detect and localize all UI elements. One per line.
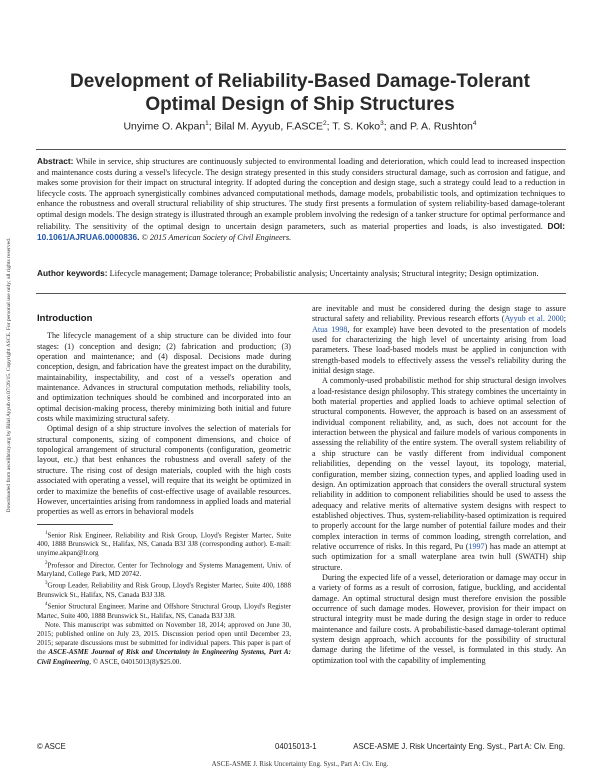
footnote-rule xyxy=(37,524,113,525)
author-affiliation-mark: 3 xyxy=(380,120,384,127)
keywords-block xyxy=(37,268,565,280)
keywords-text: Lifecycle management; Damage tolerance; Probabilistic analysis; Uncertainty analysis; Structural integrity; Design optimization. xyxy=(109,269,539,278)
footnote-text: Group Leader, Reliability and Risk Group, Lloyd's Register Martec, Suite 400, 1888 Brunswick St., Halifax, NS, Canada B3J 3J8. xyxy=(37,581,291,599)
right-paragraph-2-tail: ) has made an attempt at such optimization for a small waterplane area twin hull (SWATH) ship structure. xyxy=(312,541,566,572)
abstract-bottom-rule xyxy=(36,293,566,294)
author-name: Unyime O. Akpan xyxy=(123,120,206,133)
paper-title xyxy=(40,70,560,116)
footnote-mark: 1 xyxy=(45,530,48,536)
footnote-text: Senior Structural Engineer, Marine and Offshore Structural Group, Lloyd's Register Martec, Suite 400, 1888 Brunswick St., Halifax, NS, Canada B3J 3J8. xyxy=(37,602,291,620)
footnote-1 xyxy=(37,529,291,559)
author-separator: ; xyxy=(208,120,215,133)
submission-note-tail: , © ASCE, 04015013(8)/$25.00. xyxy=(89,657,182,666)
doi-label: DOI: xyxy=(547,220,565,231)
intro-paragraph-2: Optimal design of a ship structure involves the selection of materials for structural components, sizing of component dimensions, and choice of topological arrangement of structural components (configuration, geometric layout, etc.) that best enhances the robustness and overall safety of the structure. The rising cost of design materials, coupled with the high costs associated with operating a vessel, will require that its weight be optimized in order to maximize the benefits of cost-effective usage of available resources. However, uncertainties arising from randomness in applied loads and material properties as well as errors in behavioral models xyxy=(37,424,291,517)
paper-title-line-2: Optimal Design of Ship Structures xyxy=(145,94,455,115)
citation-link[interactable]: Atua 1998 xyxy=(312,324,348,334)
footnote-3 xyxy=(37,579,291,600)
abstract-top-rule xyxy=(36,149,566,150)
citation-link[interactable]: Ayyub et al. 2000 xyxy=(504,314,564,324)
footer-journal: ASCE-ASME J. Risk Uncertainty Eng. Syst., Part A: Civ. Eng. xyxy=(353,742,565,751)
footer-page-number: 04015013-1 xyxy=(275,742,317,751)
footnote-mark: 2 xyxy=(45,560,48,566)
footnote-mark: 3 xyxy=(45,581,48,587)
author-affiliation-mark: 1 xyxy=(205,120,209,127)
paper-title-line-1: Development of Reliability-Based Damage-Tolerant xyxy=(70,71,530,92)
citation-separator: ; xyxy=(563,314,566,324)
left-column xyxy=(37,314,291,667)
submission-note-text: Note. This manuscript was submitted on November 18, 2014; approved on June 30, 2015; published online on July 23, 2015. Discussion period open until December 23, 2015; separate discussions must be submitted for individual papers. This paper is part of the xyxy=(37,620,291,657)
abstract-label: Abstract: xyxy=(37,156,74,166)
right-column xyxy=(312,304,566,666)
author-name: Bilal M. Ayyub, F.ASCE xyxy=(214,120,323,133)
right-paragraph-2-text: A commonly-used probabilistic method for ship structural design involves a load-resistance design philosophy. This strategy combines the uncertainty in both material properties and applied loads to achieve optimal selection of structural components. However, the approach is based on an assessment of individual component reliability, and, as such, does not account for the interaction between the physical and failure models of various components in assessing the reliability of the entire system. The overall system reliability of a ship structure can be vastly different from individual component reliabilities, depending on the vessel layout, its topology, material, configuration, member sizing, connection types, and applied loading used in design. An optimization approach that considers the overall structural system reliability in addition to component reliabilities should be used to assess the adequacy and relative merits of alternative system designs with respect to established objectives. Thus, system-reliability-based optimization is required to properly account for the large number of potential failure modes and their complex interaction in terms of common loading, strength correlation, and relative occurrence of risks. In this regard, Pu ( xyxy=(312,376,566,551)
bottom-journal-line: ASCE-ASME J. Risk Uncertainty Eng. Syst., Part A: Civ. Eng. xyxy=(211,760,389,768)
journal-name: ASCE-ASME Journal of Risk and Uncertainty in Engineering Systems, Part A: Civil Engineering xyxy=(37,648,291,666)
copyright-notice: © 2015 American Society of Civil Engineers. xyxy=(141,233,292,243)
footnote-text: Professor and Director, Center for Technology and Systems Management, Univ. of Maryland, College Park, MD 20742. xyxy=(37,560,291,579)
page-footer xyxy=(37,742,565,754)
author-separator: ; xyxy=(326,120,333,133)
section-heading-introduction: Introduction xyxy=(37,313,93,324)
author-list xyxy=(40,120,560,133)
right-paragraph-1-tail: , for example) have been devoted to the presentation of models used for characterizing the high level of uncertainty arising from load parameters. These load-based models must be applied in conjunction with strength-based models to effectively assess the vessel's reliability during the initial design stage. xyxy=(312,324,566,376)
citation-link[interactable]: 1997 xyxy=(468,541,485,551)
footnote-text: Senior Risk Engineer, Reliability and Risk Group, Lloyd's Register Martec, Suite 400, 1888 Brunswick St., Halifax, NS, Canada B3J 3J8 (corresponding author). E-mail: unyime.akpan@lr.org xyxy=(37,530,291,558)
abstract-text: While in service, ship structures are continuously subjected to environmental loading and deterioration, which could lead to increased inspection and maintenance costs during a vessel's lifecycle. The design strategy presented in this study considers structural damage, such as corrosion and fatigue, and makes some provision for their impact on structural integrity. If adopted during the conception and design stage, such a strategy could lead to a reduction in lifecycle costs. The approach synergistically combines advanced computational methods, damage models, probabilistic tools, and optimization techniques to enhance the robustness and overall structural reliability of ship structures. The study first presents a formulation of system reliability-based damage-tolerant optimal design models. The design strategy is illustrated through an example problem involving the redesign of a tanker structure for optimal performance and reliability. The sensitivity of the optimal design to uncertain design parameters, such as material properties and loads, is also investigated. xyxy=(37,157,565,231)
footnote-2 xyxy=(37,559,291,580)
download-watermark-text: Downloaded from ascelibrary.org by Bilal Ayyub on 07/26/15. Copyright ASCE. For personal use only; all rights reserved. xyxy=(6,237,12,513)
author-name: T. S. Koko xyxy=(332,120,381,133)
intro-paragraph-1: The lifecycle management of a ship structure can be divided into four stages: (1) conception and design; (2) fabrication and production; (3) operation and maintenance; and (4) disposal. Decisions made during conception, design, and fabrication have the greatest impact on the durability, maintainability, inspectability, and cost of a vessel's operation and maintenance. Advances in structural computation methods, reliability tools, and optimization techniques should be combined and incorporated into an optimal decision-making process, thereby minimizing both initial and future costs while maximizing structural safety. xyxy=(37,331,291,424)
author-affiliation-mark: 4 xyxy=(472,120,477,127)
download-watermark xyxy=(2,150,16,600)
footnote-4 xyxy=(37,600,291,621)
submission-note xyxy=(37,621,291,667)
footnote-mark: 4 xyxy=(45,602,48,608)
right-paragraph-3: During the expected life of a vessel, deterioration or damage may occur in a variety of forms as a result of corrosion, fatigue, buckling, and accidental damage. An optimal structural design must therefore envision the possible occurrence of such damage modes. However, provision for their impact on structural integrity must be made during the design stage in order to reduce maintenance and failure costs. A probabilistic-based damage-tolerant optimal system design approach, which accounts for the possibility of structural damage during the lifetime of the vessel, is formulated in this study. An optimization tool with the capability of implementing xyxy=(312,572,566,665)
right-paragraph-1-text: are inevitable and must be considered during the design stage to assure structural safety and reliability. Previous research efforts ( xyxy=(312,304,566,324)
doi-link[interactable]: 10.1061/AJRUA6.0000836 xyxy=(37,232,138,243)
author-affiliation-mark: 2 xyxy=(323,120,327,127)
author-name: P. A. Rushton xyxy=(410,120,473,133)
author-separator: ; and xyxy=(383,120,411,133)
right-paragraph-2 xyxy=(312,376,566,573)
abstract-block: Abstract: While in service, ship structures are continuously subjected to environmental loading and deterioration, which could lead to increased inspection and maintenance costs during a vessel's lifecycle. The design strategy presented in this study considers structural damage, such as corrosion and fatigue, and makes some provision for their impact on structural integrity. If adopted during the conception and design stage, such a strategy could lead to a reduction in lifecycle costs. The approach synergistically combines advanced computational methods, damage models, probabilistic tools, and optimization techniques to enhance the robustness and overall structural reliability of ship structures. The study first presents a formulation of system reliability-based damage-tolerant optimal design models. The design strategy is illustrated through an example problem involving the redesign of a tanker structure for optimal performance and reliability. The sensitivity of the optimal design to uncertain design parameters, such as material properties and loads, is also investigated. DOI: 10.1061/AJRUA6.0000836. © 2015 American Society of Civil Engineers. xyxy=(37,156,565,243)
right-paragraph-1 xyxy=(312,304,566,376)
footer-copyright: © ASCE xyxy=(37,742,66,751)
keywords-label: Author keywords: xyxy=(37,268,108,278)
